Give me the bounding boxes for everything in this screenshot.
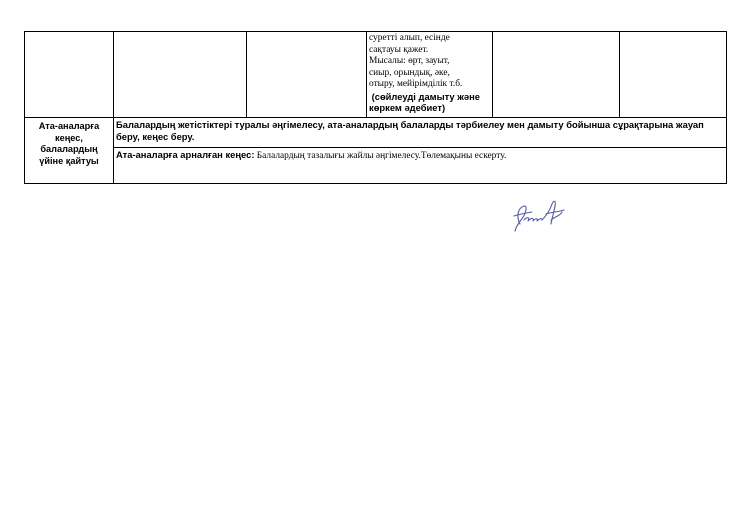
row-header xyxy=(25,118,114,184)
table-cell xyxy=(25,32,114,118)
plan-table xyxy=(24,31,727,184)
parents-conversation-cell: Балалардың жетістіктері туралы әңгімелесу, ата-аналардың балаларды тәрбиелеу мен дамыту бойынша сұрақтарына жауап беру, кеңес беру. xyxy=(114,118,727,148)
activity-line: сақтауы қажет. xyxy=(369,44,429,55)
advice-text: Балалардың тазалығы жайлы әңгімелесу.Төлемақыны ескерту. xyxy=(254,151,507,161)
activity-line: Мысалы: өрт, зауыт, xyxy=(369,56,450,66)
table-row xyxy=(25,118,727,148)
table-cell xyxy=(114,32,247,118)
handwritten-signature xyxy=(506,194,572,234)
activity-line: сиыр, орындық, әке, xyxy=(369,67,450,78)
table-row xyxy=(25,148,727,184)
row-header-line: үйіне қайтуы xyxy=(39,155,99,166)
table-cell xyxy=(493,32,620,118)
table-cell xyxy=(247,32,367,118)
activity-line: отыру, мейірімділік т.б. xyxy=(369,79,463,89)
row-header-line: Ата-аналарға xyxy=(38,121,100,131)
parents-advice-cell xyxy=(114,148,727,184)
activity-area-label: (сөйлеуді дамыту және xyxy=(369,90,480,102)
table-row xyxy=(25,32,727,118)
activity-cell xyxy=(367,32,493,118)
row-header-line: кеңес, xyxy=(55,132,83,143)
activity-area-label: көркем әдебиет) xyxy=(369,102,446,113)
table-cell xyxy=(620,32,727,118)
row-header-line: балалардың xyxy=(40,144,98,154)
activity-line: суретті алып, есінде xyxy=(369,33,450,43)
advice-label: Ата-аналарға арналған кеңес: xyxy=(116,149,255,160)
